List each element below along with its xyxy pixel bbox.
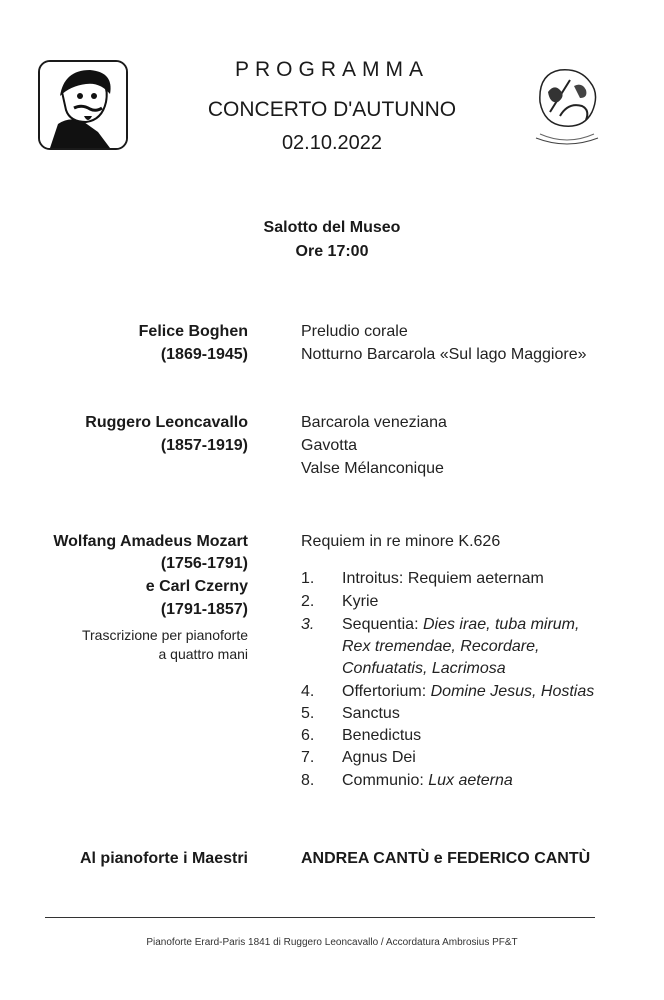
composer-name: e Carl Czerny bbox=[145, 578, 248, 595]
arrangement-note: Trascrizione per pianoforte bbox=[81, 627, 248, 643]
concert-title: CONCERTO D'AUTUNNO bbox=[207, 98, 457, 121]
movement-number: 1. bbox=[301, 570, 315, 587]
movement-number: 4. bbox=[301, 683, 315, 700]
movement-title: Agnus Dei bbox=[342, 749, 416, 766]
composer-name: Ruggero Leoncavallo bbox=[85, 414, 248, 431]
movement-number: 6. bbox=[301, 727, 315, 744]
composer-years: (1869-1945) bbox=[160, 346, 248, 363]
composer-years: (1857-1919) bbox=[160, 437, 248, 454]
composer-years: (1791-1857) bbox=[160, 601, 248, 618]
footer-note: Pianoforte Erard-Paris 1841 di Ruggero Leoncavallo / Accordatura Ambrosius PF&T bbox=[146, 937, 518, 948]
composer-name: Wolfang Amadeus Mozart bbox=[53, 533, 248, 550]
movement-title: Sanctus bbox=[342, 705, 400, 722]
performers-label: Al pianoforte i Maestri bbox=[79, 850, 248, 867]
movement-detail: Rex tremendae, Recordare, bbox=[342, 638, 540, 655]
piece-title: Valse Mélanconique bbox=[301, 460, 444, 477]
venue-time: Ore 17:00 bbox=[295, 243, 369, 260]
movement-title: Benedictus bbox=[342, 727, 422, 744]
program-title: PROGRAMMA bbox=[234, 58, 429, 81]
movement-title: Kyrie bbox=[342, 593, 379, 610]
movement-number: 2. bbox=[301, 593, 315, 610]
movement-title: Communio: Lux aeterna bbox=[342, 772, 513, 789]
piece-title: Preludio corale bbox=[301, 323, 408, 340]
movement-number: 7. bbox=[301, 749, 315, 766]
arrangement-note: a quattro mani bbox=[158, 646, 248, 662]
venue-place: Salotto del Museo bbox=[263, 219, 401, 236]
movement-detail: Confuatatis, Lacrimosa bbox=[342, 660, 506, 677]
movement-number: 8. bbox=[301, 772, 315, 789]
footer-divider bbox=[45, 917, 595, 918]
piece-title: Barcarola veneziana bbox=[301, 414, 447, 431]
movement-title: Introitus: Requiem aeternam bbox=[342, 570, 544, 587]
performers-names: ANDREA CANTÙ e FEDERICO CANTÙ bbox=[301, 850, 591, 867]
movement-number: 5. bbox=[301, 705, 315, 722]
work-title: Requiem in re minore K.626 bbox=[301, 533, 501, 550]
concert-date: 02.10.2022 bbox=[281, 132, 383, 154]
movement-number: 3. bbox=[301, 616, 315, 633]
movement-title: Offertorium: Domine Jesus, Hostias bbox=[342, 683, 595, 700]
composer-years: (1756-1791) bbox=[160, 555, 248, 572]
composer-name: Felice Boghen bbox=[138, 323, 248, 340]
piece-title: Notturno Barcarola «Sul lago Maggiore» bbox=[301, 346, 587, 363]
piece-title: Gavotta bbox=[301, 437, 358, 454]
movement-title: Sequentia: Dies irae, tuba mirum, bbox=[342, 616, 580, 633]
